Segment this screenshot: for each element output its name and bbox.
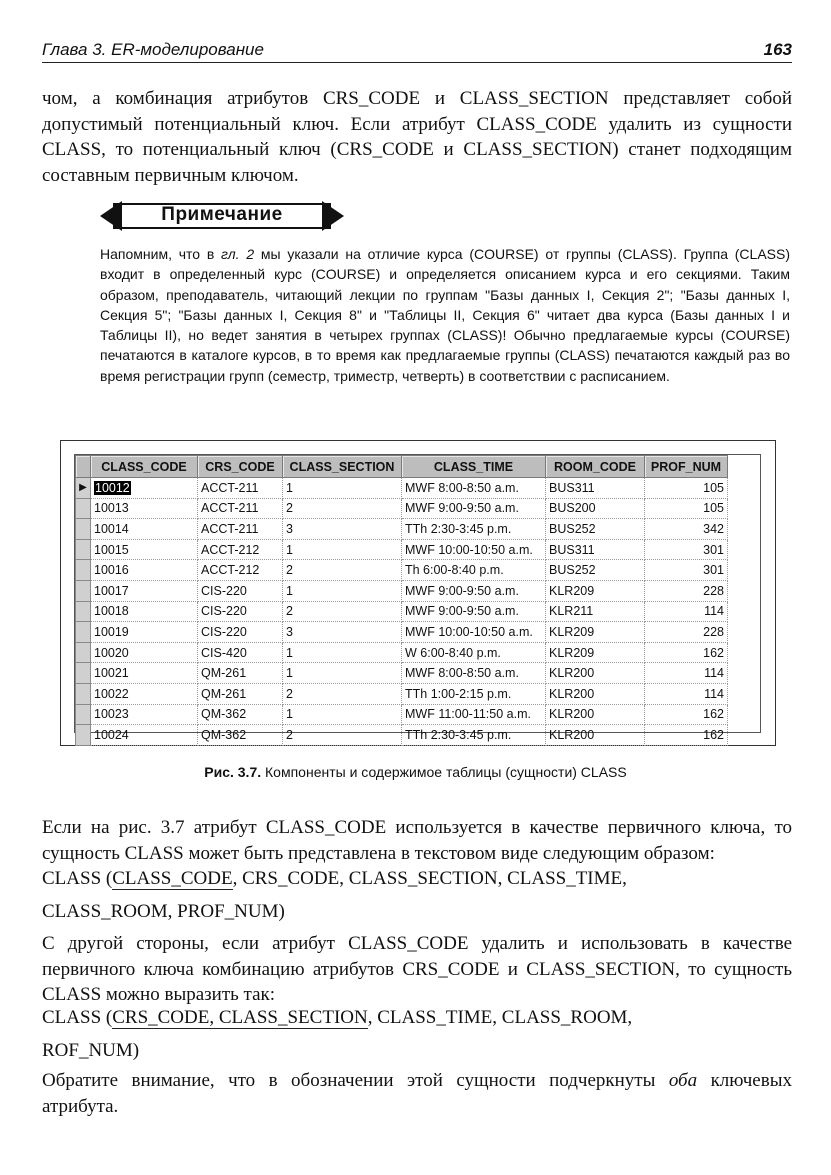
class-code-cell-text: 10016 [94,563,129,578]
column-header-class-code[interactable]: CLASS_CODE [91,456,198,478]
note-text-rest: мы указали на отличие курса (COURSE) от группы (CLASS). Группа (CLASS) входит в определенный курс (COURSE) и определяется описанием курса и его секциями. Таким образом, преподаватель, читающий лекции по группам "Базы данных I, Секция 2"; "Базы данных I, Секция 5"; "Базы данных I, Секция 8" и "Таблицы II, Секция 6" читает два курса (Базы данных I и Таблицы II), но ведет занятия в четырех группах (CLASS)! Обычно предлагаемые курсы (COURSE) печатаются в каталоге курсов, в то время как предлагаемые группы (CLASS) печатаются каждый раз во время регистрации групп (семестр, триместр, четверть) в соответствии с расписанием. [100,246,790,384]
chapter-title: Глава 3. ER-моделирование [42,40,264,59]
room-code-cell[interactable] [546,725,645,746]
row-selector[interactable] [76,498,91,519]
row-selector[interactable] [76,539,91,560]
room-code-cell-text: KLR200 [549,727,595,742]
formula-2-line-2: ROF_NUM) [42,1040,140,1061]
crs-code-cell[interactable] [198,601,283,622]
paragraph-4-end: ключевых атрибута. [42,1070,792,1117]
class-time-cell-text: MWF 9:00-9:50 a.m. [405,501,519,516]
class-time-cell[interactable] [402,622,546,643]
class-section-cell-text: 2 [286,563,293,578]
class-time-cell[interactable] [402,560,546,581]
row-selector[interactable]: ▶ [76,478,91,499]
table-row[interactable] [76,683,728,704]
class-code-cell[interactable] [91,560,198,581]
table-row[interactable] [76,601,728,622]
class-time-cell-text: TTh 1:00-2:15 p.m. [405,686,512,701]
formula-2-start: CLASS ( [42,1007,113,1028]
class-time-cell-text: Th 6:00-8:40 p.m. [405,563,504,578]
class-section-cell[interactable] [283,601,402,622]
class-time-cell[interactable] [402,601,546,622]
crs-code-cell-text: ACCT-211 [201,521,259,536]
room-code-cell[interactable] [546,519,645,540]
class-section-cell-text: 1 [286,583,293,598]
formula-1-start: CLASS ( [42,868,113,889]
prof-num-cell-text: 301 [703,542,724,557]
class-section-cell[interactable] [283,622,402,643]
prof-num-cell[interactable] [645,519,728,540]
class-time-cell[interactable] [402,725,546,746]
table-row[interactable] [76,725,728,746]
class-time-cell-text: MWF 10:00-10:50 a.m. [405,542,533,557]
crs-code-cell-text: ACCT-211 [201,501,259,516]
class-section-cell-text: 2 [286,727,293,742]
class-time-cell[interactable] [402,478,546,499]
prof-num-cell-text: 114 [704,686,724,701]
class-time-cell[interactable] [402,539,546,560]
crs-code-cell-text: QM-261 [201,666,247,681]
prof-num-cell-text: 162 [703,707,724,722]
room-code-cell-text: KLR211 [549,604,594,619]
class-code-cell[interactable] [91,683,198,704]
class-time-cell-text: W 6:00-8:40 p.m. [405,645,501,660]
class-section-cell[interactable] [283,580,402,601]
class-time-cell-text: TTh 2:30-3:45 p.m. [405,727,512,742]
table-row[interactable] [76,663,728,684]
formula-2-rest: , CLASS_TIME, CLASS_ROOM, [367,1007,633,1028]
prof-num-cell-text: 342 [703,521,724,536]
class-section-cell-text: 2 [286,686,293,701]
room-code-cell-text: KLR209 [549,645,595,660]
crs-code-cell-text: CIS-420 [201,645,247,660]
prof-num-cell[interactable] [645,622,728,643]
crs-code-cell-text: ACCT-212 [201,563,260,578]
class-section-cell[interactable] [283,725,402,746]
class-section-cell[interactable] [283,704,402,725]
paragraph-2: Если на рис. 3.7 атрибут CLASS_CODE используется в качестве первичного ключа, то сущность CLASS может быть представлена в текстовом виде следующим образом: [42,817,792,864]
prof-num-cell[interactable] [645,498,728,519]
class-time-cell-text: MWF 8:00-8:50 a.m. [405,666,519,681]
class-code-cell[interactable] [91,498,198,519]
table-row[interactable] [76,580,728,601]
row-selector[interactable] [76,580,91,601]
class-section-cell-text: 1 [286,666,293,681]
paragraph-4-start: Обратите внимание, что в обозначении этой сущности подчеркнуты [42,1070,669,1091]
row-selector[interactable] [76,663,91,684]
note-title: Примечание [161,204,283,225]
class-section-cell-text: 1 [286,707,293,722]
column-header-class-section[interactable]: CLASS_SECTION [283,456,402,478]
column-header-room-code[interactable]: ROOM_CODE [546,456,645,478]
class-code-cell-text: 10023 [94,707,129,722]
row-selector[interactable] [76,642,91,663]
class-section-cell[interactable] [283,498,402,519]
class-section-cell[interactable] [283,539,402,560]
prof-num-cell-text: 105 [703,480,724,495]
formula-1-rest: , CRS_CODE, CLASS_SECTION, CLASS_TIME, [232,868,627,889]
table-row[interactable] [76,622,728,643]
class-code-cell[interactable] [91,725,198,746]
paragraph-1: чом, а комбинация атрибутов CRS_CODE и CLASS_SECTION представляет собой допустимый потенциальный ключ. Если атрибут CLASS_CODE удалить из сущности CLASS, то потенциальный ключ (CRS_CODE и CLASS_SECTION) станет подходящим составным первичным ключом. [42,88,792,186]
class-section-cell[interactable] [283,519,402,540]
class-code-cell[interactable] [91,539,198,560]
table-figure [60,440,776,746]
column-header-prof-num[interactable]: PROF_NUM [645,456,728,478]
prof-num-cell[interactable] [645,478,728,499]
class-section-cell-text: 3 [286,624,293,639]
prof-num-cell-text: 162 [703,645,724,660]
class-code-cell-text: 10017 [94,583,129,598]
class-section-cell[interactable] [283,478,402,499]
prof-num-cell[interactable] [645,539,728,560]
class-section-cell-text: 2 [286,604,293,619]
prof-num-cell[interactable] [645,642,728,663]
prof-num-cell[interactable] [645,580,728,601]
class-code-cell-text: 10024 [94,727,129,742]
class-time-cell[interactable] [402,704,546,725]
class-table [75,455,728,746]
column-header-crs-code[interactable]: CRS_CODE [198,456,283,478]
prof-num-cell-text: 228 [703,624,724,639]
class-code-cell-text: 10022 [94,686,129,701]
column-header-class-time[interactable]: CLASS_TIME [402,456,546,478]
row-selector[interactable] [76,622,91,643]
row-selector[interactable] [76,725,91,746]
formula-2-key: CRS_CODE, CLASS_SECTION [112,1007,368,1028]
room-code-cell[interactable] [546,663,645,684]
row-selector-header [76,456,91,478]
class-code-cell-text: 10018 [94,604,129,619]
formula-1-line-2: CLASS_ROOM, PROF_NUM) [42,901,285,922]
prof-num-cell-text: 228 [703,583,724,598]
class-time-cell-text: MWF 10:00-10:50 a.m. [405,624,533,639]
paragraph-4 [42,1068,792,1119]
table-row[interactable] [76,519,728,540]
table-row[interactable] [76,704,728,725]
crs-code-cell[interactable] [198,683,283,704]
crs-code-cell[interactable] [198,519,283,540]
formula-1-key: CLASS_CODE [112,868,233,889]
class-code-cell-text: 10014 [94,521,129,536]
note-text-prefix: Напомним, что в [100,246,222,262]
room-code-cell-text: BUS311 [549,480,595,495]
class-time-cell[interactable] [402,519,546,540]
class-code-cell-text: 10013 [94,501,129,516]
room-code-cell-text: BUS252 [549,521,596,536]
prof-num-cell-text: 162 [703,727,724,742]
crs-code-cell[interactable] [198,580,283,601]
class-section-cell-text: 2 [286,501,293,516]
class-code-cell[interactable] [91,601,198,622]
room-code-cell[interactable] [546,560,645,581]
table-row[interactable] [76,560,728,581]
row-selector[interactable] [76,560,91,581]
figure-label: Рис. 3.7. [204,764,262,780]
class-time-cell[interactable] [402,498,546,519]
room-code-cell-text: KLR200 [549,686,595,701]
class-time-cell[interactable] [402,663,546,684]
room-code-cell-text: BUS311 [549,542,595,557]
class-section-cell-text: 1 [286,480,293,495]
class-code-cell[interactable] [91,519,198,540]
prof-num-cell-text: 301 [703,563,724,578]
crs-code-cell-text: CIS-220 [201,583,247,598]
crs-code-cell-text: CIS-220 [201,624,247,639]
class-time-cell-text: MWF 11:00-11:50 a.m. [405,707,531,722]
prof-num-cell[interactable] [645,725,728,746]
room-code-cell[interactable] [546,683,645,704]
class-section-cell-text: 1 [286,542,293,557]
class-time-cell-text: MWF 8:00-8:50 a.m. [405,480,519,495]
crs-code-cell[interactable] [198,725,283,746]
class-time-cell[interactable] [402,580,546,601]
crs-code-cell[interactable] [198,642,283,663]
class-code-cell-text: 10019 [94,624,129,639]
crs-code-cell[interactable] [198,663,283,684]
page-header [42,38,792,63]
paragraph-3: С другой стороны, если атрибут CLASS_CODE удалить и использовать в качестве первичного ключа комбинацию атрибутов CRS_CODE и CLASS_SECTION, то сущность CLASS можно выразить так: [42,933,792,1005]
room-code-cell-text: KLR209 [549,624,595,639]
class-code-cell-text: 10020 [94,645,129,660]
class-code-cell[interactable] [91,478,198,499]
crs-code-cell[interactable] [198,478,283,499]
crs-code-cell[interactable] [198,622,283,643]
room-code-cell[interactable] [546,622,645,643]
crs-code-cell[interactable] [198,498,283,519]
table-row[interactable] [76,642,728,663]
prof-num-cell[interactable] [645,663,728,684]
room-code-cell[interactable] [546,601,645,622]
crs-code-cell-text: ACCT-212 [201,542,260,557]
row-selector[interactable] [76,601,91,622]
class-section-cell-text: 3 [286,521,293,536]
crs-code-cell[interactable] [198,560,283,581]
class-code-cell[interactable] [91,622,198,643]
prof-num-cell-text: 105 [703,501,724,516]
table-row[interactable] [76,478,728,499]
room-code-cell[interactable] [546,498,645,519]
room-code-cell-text: KLR200 [549,707,595,722]
formula-2-line-1 [42,1007,632,1029]
note-text-ref: гл. 2 [221,246,255,262]
table-row[interactable] [76,498,728,519]
room-code-cell-text: KLR209 [549,583,595,598]
formula-1-line-1 [42,868,627,890]
table-header-row [76,456,728,478]
crs-code-cell[interactable] [198,539,283,560]
class-code-cell[interactable] [91,704,198,725]
class-table-grid [74,454,761,742]
row-selector[interactable] [76,683,91,704]
room-code-cell[interactable] [546,539,645,560]
class-section-cell[interactable] [283,642,402,663]
class-time-cell-text: MWF 9:00-9:50 a.m. [405,604,519,619]
figure-caption-text: Компоненты и содержимое таблицы (сущности) CLASS [265,764,627,780]
class-section-cell[interactable] [283,663,402,684]
crs-code-cell-text: QM-261 [201,686,247,701]
prof-num-cell[interactable] [645,560,728,581]
class-section-cell[interactable] [283,683,402,704]
class-code-cell-text: 10021 [94,666,129,681]
class-code-cell-text: 10015 [94,542,129,557]
figure-caption [0,764,831,780]
class-time-cell[interactable] [402,642,546,663]
room-code-cell[interactable] [546,642,645,663]
room-code-cell-text: KLR200 [549,666,595,681]
row-selector[interactable] [76,704,91,725]
class-time-cell[interactable] [402,683,546,704]
room-code-cell-text: BUS252 [549,563,596,578]
room-code-cell-text: BUS200 [549,501,596,516]
crs-code-cell-text: CIS-220 [201,604,247,619]
prof-num-cell-text: 114 [704,666,724,681]
class-code-cell[interactable] [91,663,198,684]
crs-code-cell[interactable] [198,704,283,725]
class-time-cell-text: MWF 9:00-9:50 a.m. [405,583,519,598]
class-code-cell[interactable] [91,580,198,601]
class-code-cell[interactable] [91,642,198,663]
class-code-cell-text: 10012 [95,480,130,495]
paragraph-4-emph: оба [668,1070,698,1091]
prof-num-cell[interactable] [645,704,728,725]
class-time-cell-text: TTh 2:30-3:45 p.m. [405,521,512,536]
row-selector[interactable] [76,519,91,540]
room-code-cell[interactable] [546,704,645,725]
crs-code-cell-text: ACCT-211 [201,480,259,495]
note-text [100,244,790,386]
room-code-cell[interactable] [546,478,645,499]
page-number: 163 [763,40,792,59]
room-code-cell[interactable] [546,580,645,601]
prof-num-cell[interactable] [645,683,728,704]
prof-num-cell[interactable] [645,601,728,622]
crs-code-cell-text: QM-362 [201,707,247,722]
crs-code-cell-text: QM-362 [201,727,247,742]
note-banner [100,201,344,231]
class-section-cell-text: 1 [286,645,293,660]
class-section-cell[interactable] [283,560,402,581]
table-row[interactable] [76,539,728,560]
prof-num-cell-text: 114 [704,604,724,619]
